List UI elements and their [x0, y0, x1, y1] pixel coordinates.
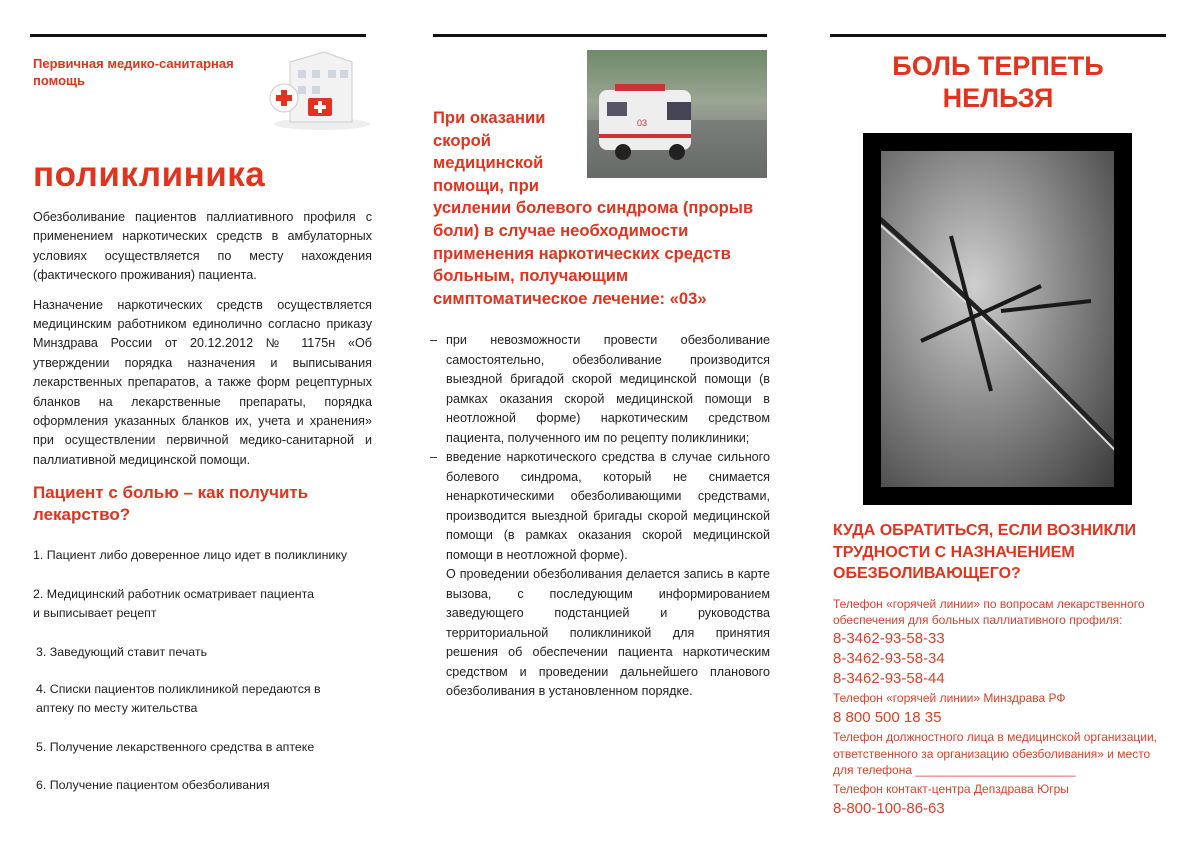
ambulance-heading-block: [433, 107, 770, 310]
prescription-paragraph: Назначение наркотических средств осуществляется медицинским работником единолично согласно приказу Минздрава России от 20.12.2012 № 1175н «Об утверждении порядка назначения и выписывания лекарственных препаратов, а также форм рецептурных бланков на лекарственные препараты, порядка оформления указанных бланков их, учета и хранения» при осуществлении первичной медико-санитарной и паллиативной медицинской помощи.: [33, 297, 372, 467]
official-label: Телефон должностного лица в медицинской организации, ответственного за организацию обезболивания» и место для телефона ________________________: [833, 730, 1157, 777]
list-item-text: введение наркотического средства в случае сильного болевого синдрома, который не снимается ненаркотическими обезболивающими средствами, производится выездной бригады скорой медицинской помощи (в рамках оказания скорой медицинской помощи в неотложной форме).: [446, 450, 770, 562]
middle-column: [430, 107, 770, 702]
list-item: [430, 448, 770, 565]
intro-paragraph: Обезболивание пациентов паллиативного профиля с применением наркотических средств в амбулаторных условиях осуществляется по месту нахождения (фактического проживания) пациента.: [33, 210, 372, 283]
clinic-building-icon: [262, 48, 370, 132]
list-item: [430, 331, 770, 448]
photo-spacer: [598, 107, 770, 181]
closing-paragraph: О проведении обезболивания делается запись в карте вызова, с последующим информированием заведующего подстанцией и руководства территориальной поликлиникой для принятия решения об обеспечении пациента наркотическим средством и проведении дальнейшего планового обезболивания в установленном порядке.: [446, 567, 770, 699]
right-column: [833, 520, 1173, 819]
brochure-title: БОЛЬ ТЕРПЕТЬ НЕЛЬЗЯ: [892, 51, 1104, 113]
hotline-phone[interactable]: 8-3462-93-58-44: [833, 669, 945, 687]
depzdrav-phone[interactable]: 8-800-100-86-63: [833, 800, 945, 817]
minzdrav-phone[interactable]: 8 800 500 18 35: [833, 709, 942, 726]
dash-bullet: –: [430, 333, 438, 348]
contacts-block: [833, 596, 1173, 820]
step-item: 3. Заведующий ставит печать: [36, 645, 208, 660]
page-title: поликлиника: [33, 155, 266, 194]
step-item: 6. Получение пациентом обезболивания: [36, 778, 270, 793]
section-subtitle: Первичная медико-санитарная помощь: [33, 56, 234, 88]
hotline-label: Телефон «горячей линии» по вопросам лекарственного обеспечения для больных паллиативного профиля:: [833, 596, 1145, 627]
ambulance-label: 03: [637, 118, 648, 128]
minzdrav-label: Телефон «горячей линии» Минздрава РФ: [833, 690, 1066, 705]
list-item-text: при невозможности провести обезболивание самостоятельно, обезболивание производится выездной бригадой скорой медицинской помощи (в рамках оказания скорой медицинской помощи в неотложной форме) наркотическим средством пациента, полученного им по рецепту поликлиники;: [446, 333, 770, 445]
ambulance-list: [430, 331, 770, 702]
step-item: 4. Списки пациентов поликлиникой передаются в аптеку по месту жительства: [36, 682, 321, 716]
steps-heading: Пациент с болью – как получить лекарство?: [33, 483, 309, 525]
top-rule-right: [830, 34, 1166, 37]
hotline-phone[interactable]: 8-3462-93-58-34: [833, 649, 945, 667]
contacts-heading: КУДА ОБРАТИТЬСЯ, ЕСЛИ ВОЗНИКЛИ ТРУДНОСТИ С НАЗНАЧЕНИЕМ ОБЕЗБОЛИВАЮЩЕГО?: [833, 522, 1136, 582]
hotline-phone[interactable]: 8-3462-93-58-33: [833, 629, 945, 647]
top-rule-left: [30, 34, 366, 37]
ambulance-heading: При оказании скорой медицинской помощи, при усилении болевого синдрома (прорыв боли) в случае необходимости применения наркотических средств больным, получающим симптоматическое лечение: «03»: [433, 108, 754, 308]
step-item: 1. Пациент либо доверенное лицо идет в поликлинику: [33, 548, 348, 563]
step-item: 2. Медицинский работник осматривает пациента и выписывает рецепт: [33, 587, 314, 621]
barbed-wire-photo: [863, 133, 1132, 505]
step-item: 5. Получение лекарственного средства в аптеке: [36, 740, 315, 755]
dash-bullet: –: [430, 450, 438, 465]
left-column: [33, 152, 372, 795]
top-rule-middle: [433, 34, 767, 37]
depzdrav-label: Телефон контакт-центра Депздрава Югры: [833, 781, 1069, 796]
